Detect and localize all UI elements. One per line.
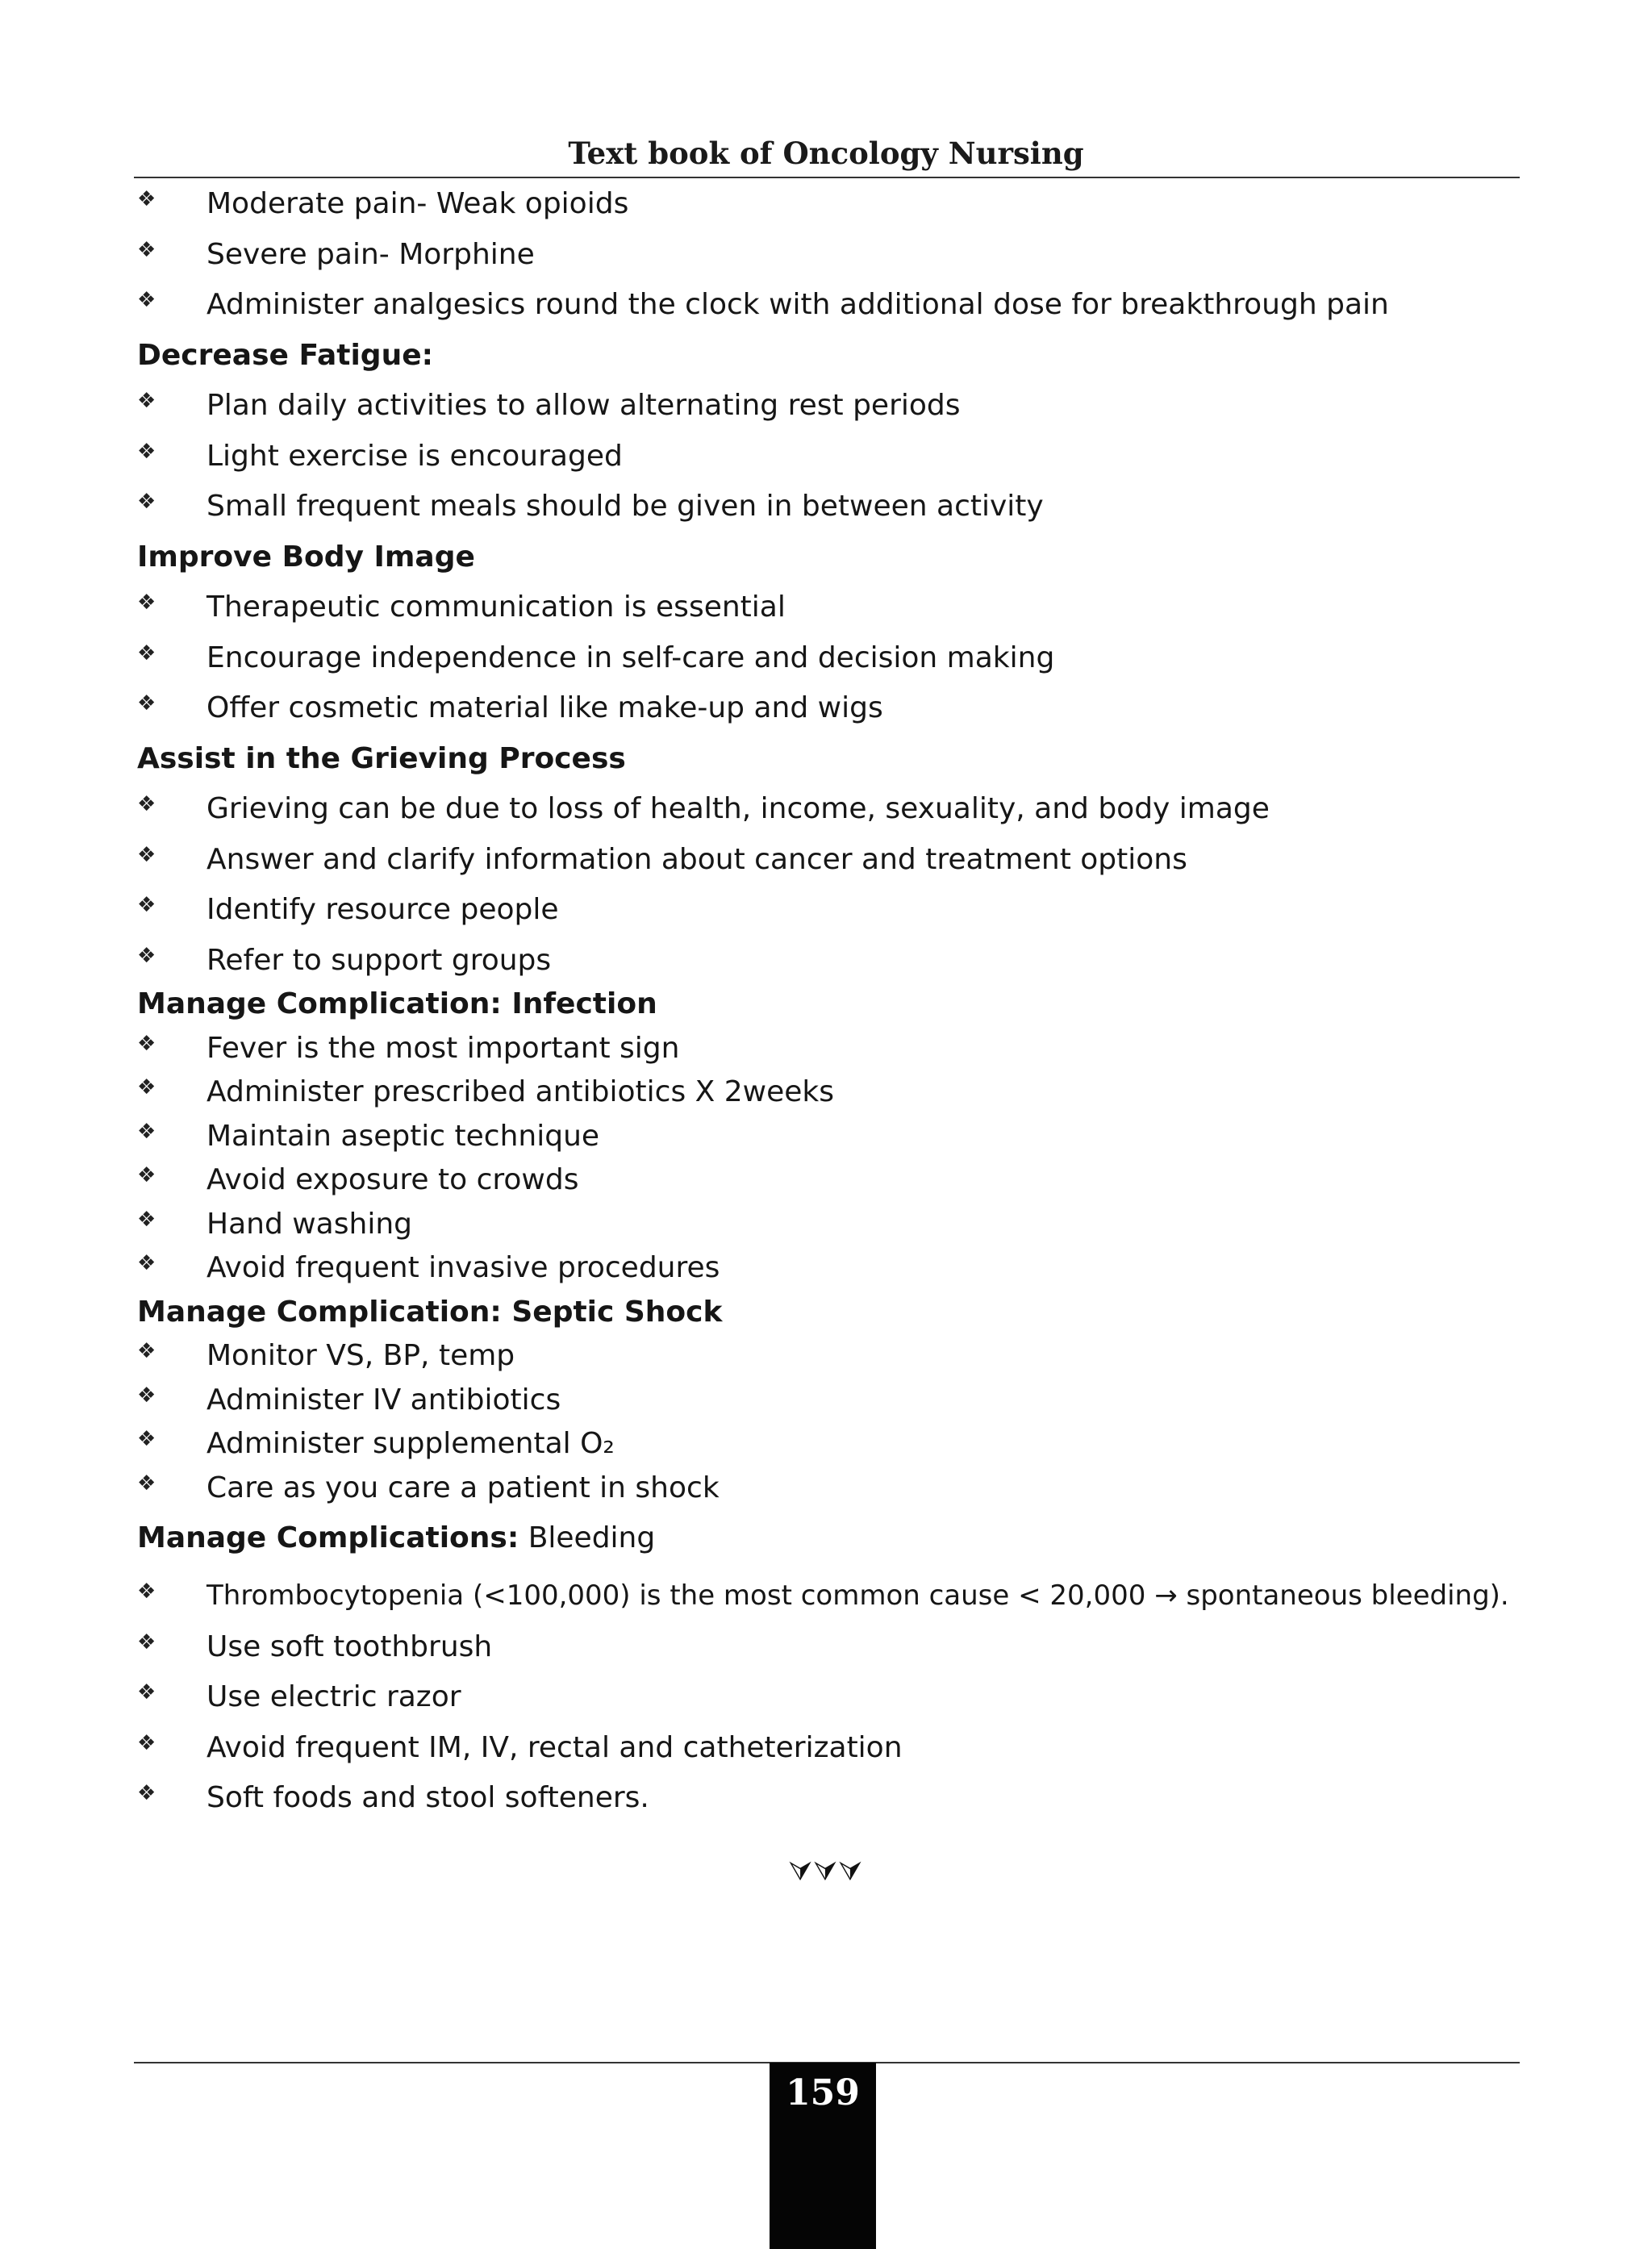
list-item: ❖ Soft foods and stool softeners. <box>137 1781 649 1814</box>
section-heading: Improve Body Image <box>137 540 475 574</box>
list-item: ❖ Avoid exposure to crowds <box>137 1163 579 1196</box>
diamond-bullet-icon: ❖ <box>137 1781 156 1805</box>
list-item: ❖ Care as you care a patient in shock <box>137 1471 720 1504</box>
diamond-bullet-icon: ❖ <box>137 389 156 413</box>
diamond-bullet-icon: ❖ <box>137 1680 156 1704</box>
list-item: ❖ Avoid frequent IM, IV, rectal and catheterization <box>137 1730 903 1764</box>
diamond-bullet-icon: ❖ <box>137 792 156 816</box>
section-heading: Assist in the Grieving Process <box>137 741 626 775</box>
list-item: ❖ Light exercise is encouraged <box>137 439 623 473</box>
page-number-tab <box>770 2063 876 2249</box>
list-item: ❖ Fever is the most important sign <box>137 1031 680 1065</box>
list-item: ❖ Administer analgesics round the clock with additional dose for breakthrough pain <box>137 288 1389 321</box>
diamond-bullet-icon: ❖ <box>137 1163 156 1187</box>
diamond-bullet-icon: ❖ <box>137 1075 156 1099</box>
list-item: ❖ Thrombocytopenia (<100,000) is the most common cause < 20,000 → spontaneous bleeding). <box>137 1579 1509 1612</box>
list-item: ❖ Use electric razor <box>137 1680 461 1713</box>
list-item: ❖ Answer and clarify information about cancer and treatment options <box>137 842 1187 876</box>
diamond-bullet-icon: ❖ <box>137 943 156 968</box>
list-item: ❖ Hand washing <box>137 1207 412 1241</box>
list-item: ❖ Avoid frequent invasive procedures <box>137 1251 720 1284</box>
diamond-bullet-icon: ❖ <box>137 1119 156 1144</box>
list-item: ❖ Offer cosmetic material like make-up and wigs <box>137 691 883 724</box>
list-item: ❖ Identify resource people <box>137 893 559 926</box>
list-item: ❖ Administer supplemental O₂ <box>137 1427 615 1460</box>
page-body <box>137 187 1508 1832</box>
diamond-bullet-icon: ❖ <box>137 1251 156 1275</box>
section-heading: Decrease Fatigue: <box>137 338 434 372</box>
list-item: ❖ Use soft toothbrush <box>137 1629 493 1663</box>
diamond-bullet-icon: ❖ <box>137 187 156 211</box>
list-item: ❖ Encourage independence in self-care and decision making <box>137 640 1055 674</box>
list-item: ❖ Administer IV antibiotics <box>137 1383 561 1417</box>
section-heading: Manage Complication: Septic Shock <box>137 1295 723 1329</box>
diamond-bullet-icon: ❖ <box>137 1579 156 1604</box>
diamond-bullet-icon: ❖ <box>137 691 156 716</box>
diamond-bullet-icon: ❖ <box>137 1031 156 1056</box>
list-item: ❖ Plan daily activities to allow alternating rest periods <box>137 389 961 422</box>
diamond-bullet-icon: ❖ <box>137 1629 156 1654</box>
diamond-bullet-icon: ❖ <box>137 1427 156 1451</box>
diamond-bullet-icon: ❖ <box>137 1339 156 1363</box>
diamond-bullet-icon: ❖ <box>137 893 156 917</box>
header-rule <box>134 177 1520 178</box>
list-item: ❖ Grieving can be due to loss of health, income, sexuality, and body image <box>137 792 1270 825</box>
list-item: ❖ Monitor VS, BP, temp <box>137 1339 515 1372</box>
running-header-title: Text book of Oncology Nursing <box>568 136 1084 171</box>
diamond-bullet-icon: ❖ <box>137 1471 156 1496</box>
list-item: ❖ Severe pain- Morphine <box>137 237 535 271</box>
diamond-bullet-icon: ❖ <box>137 237 156 262</box>
list-item: ❖ Administer prescribed antibiotics X 2weeks <box>137 1075 834 1108</box>
diamond-bullet-icon: ❖ <box>137 1730 156 1755</box>
diamond-bullet-icon: ❖ <box>137 590 156 615</box>
list-item: ❖ Maintain aseptic technique <box>137 1119 600 1153</box>
section-heading: Manage Complications: Bleeding <box>137 1521 656 1554</box>
diamond-bullet-icon: ❖ <box>137 490 156 514</box>
chapter-end-ornament: ⮛⮛⮛ <box>788 1855 864 1888</box>
diamond-bullet-icon: ❖ <box>137 439 156 464</box>
diamond-bullet-icon: ❖ <box>137 1383 156 1408</box>
list-item: ❖ Moderate pain- Weak opioids <box>137 187 629 220</box>
diamond-bullet-icon: ❖ <box>137 1207 156 1232</box>
section-heading: Manage Complication: Infection <box>137 987 657 1020</box>
page-number: 159 <box>786 2072 860 2113</box>
list-item: ❖ Refer to support groups <box>137 943 552 977</box>
list-item: ❖ Small frequent meals should be given in between activity <box>137 490 1044 523</box>
list-item: ❖ Therapeutic communication is essential <box>137 590 786 624</box>
diamond-bullet-icon: ❖ <box>137 640 156 666</box>
diamond-bullet-icon: ❖ <box>137 842 156 867</box>
diamond-bullet-icon: ❖ <box>137 288 156 312</box>
